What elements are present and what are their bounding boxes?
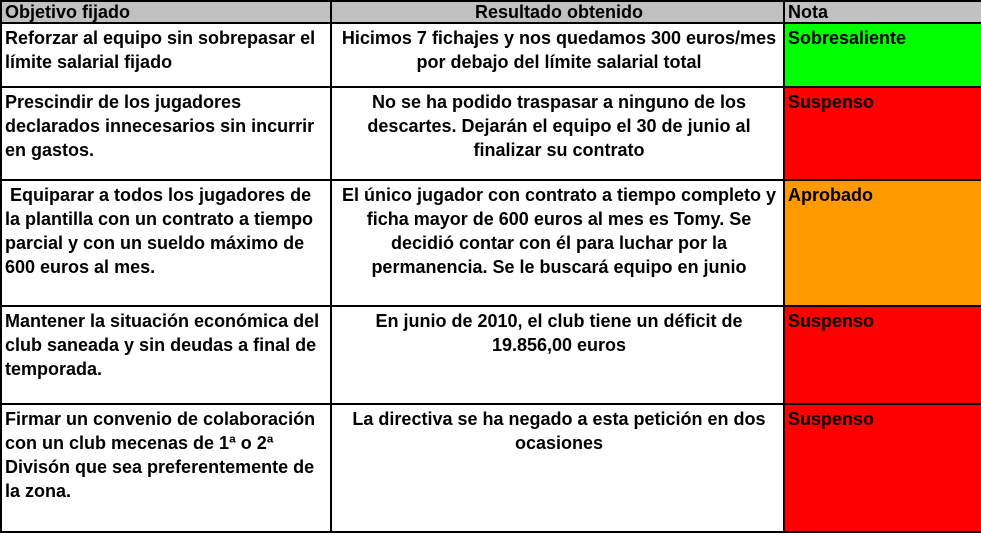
nota-cell: Aprobado bbox=[784, 180, 981, 306]
nota-cell: Sobresaliente bbox=[784, 23, 981, 87]
table-row bbox=[1, 23, 981, 87]
resultado-cell: En junio de 2010, el club tiene un déficit de 19.856,00 euros bbox=[331, 306, 784, 404]
resultado-cell: El único jugador con contrato a tiempo completo y ficha mayor de 600 euros al mes es Tomy. Se decidió contar con él para luchar por la permanencia. Se le buscará equipo en junio bbox=[331, 180, 784, 306]
header-objetivo: Objetivo fijado bbox=[1, 1, 331, 23]
table-row bbox=[1, 404, 981, 532]
resultado-cell: No se ha podido traspasar a ninguno de los descartes. Dejarán el equipo el 30 de junio al finalizar su contrato bbox=[331, 87, 784, 180]
nota-cell: Suspenso bbox=[784, 87, 981, 180]
header-row bbox=[1, 1, 981, 23]
table-row bbox=[1, 180, 981, 306]
resultado-cell: La directiva se ha negado a esta petición en dos ocasiones bbox=[331, 404, 784, 532]
objetivo-cell: Reforzar al equipo sin sobrepasar el límite salarial fijado bbox=[1, 23, 331, 87]
objetivo-cell: Mantener la situación económica del club saneada y sin deudas a final de temporada. bbox=[1, 306, 331, 404]
resultado-cell: Hicimos 7 fichajes y nos quedamos 300 euros/mes por debajo del límite salarial total bbox=[331, 23, 784, 87]
nota-cell: Suspenso bbox=[784, 306, 981, 404]
table-row bbox=[1, 306, 981, 404]
header-nota: Nota bbox=[784, 1, 981, 23]
header-resultado: Resultado obtenido bbox=[331, 1, 784, 23]
table-row bbox=[1, 87, 981, 180]
objetivo-cell: Equiparar a todos los jugadores de la plantilla con un contrato a tiempo parcial y con un sueldo máximo de 600 euros al mes. bbox=[1, 180, 331, 306]
objetivo-cell: Prescindir de los jugadores declarados innecesarios sin incurrir en gastos. bbox=[1, 87, 331, 180]
objetivo-cell: Firmar un convenio de colaboración con un club mecenas de 1ª o 2ª Divisón que sea preferentemente de la zona. bbox=[1, 404, 331, 532]
nota-cell: Suspenso bbox=[784, 404, 981, 532]
